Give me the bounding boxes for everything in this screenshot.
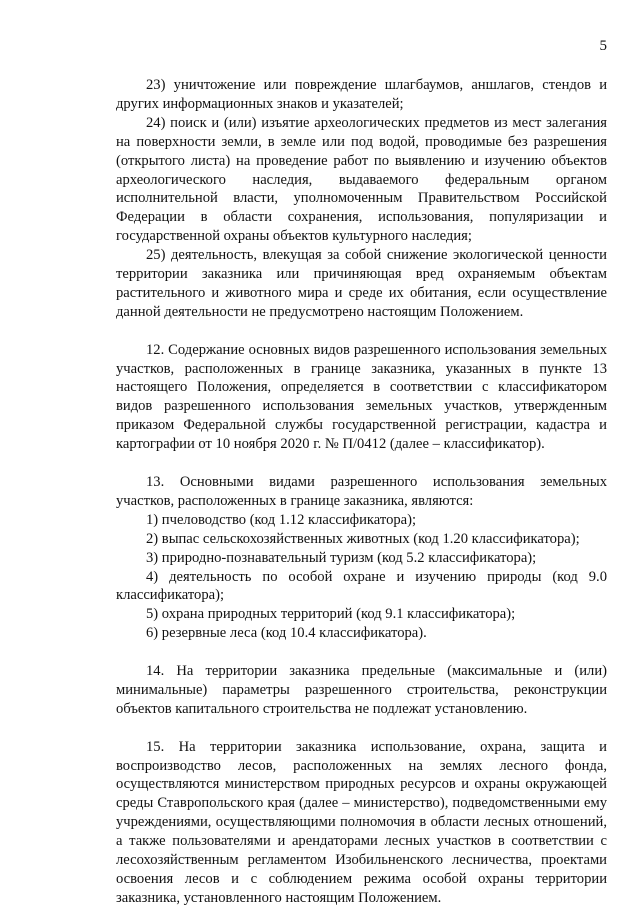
list-item-5: 5) охрана природных территорий (код 9.1 классификатора); <box>146 606 516 623</box>
list-item-6: 6) резервные леса (код 10.4 классификатора). <box>146 625 427 642</box>
list-item-1: 1) пчеловодство (код 1.12 классификатора); <box>146 511 417 528</box>
paragraph-gap <box>116 719 607 738</box>
page-number: 5 <box>599 38 607 54</box>
paragraph-gap <box>116 454 607 473</box>
paragraph-gap <box>116 322 607 341</box>
list-item-4: 4) деятельность по особой охране и изучению природы (код 9.0 классификатора); <box>116 568 607 604</box>
paragraph-clause-15: 15. На территории заказника использование, охрана, защита и воспроизводство лесов, расположенных на землях лесного фонда, осуществляются министерством природных ресурсов и охраны окружающей среды Ставропольского края (далее – министерство), подведомственными ему учреждениями, осуществляющими полномочия в области лесных отношений, а также пользователями и арендаторами лесных участков в соответствии с лесохозяйственным регламентом Изобильненского лесничества, проектами освоения лесов и с соблюдением режима особой охраны территории заказника, установленного настоящим Положением. <box>116 738 607 906</box>
paragraph-item-23: 23) уничтожение или повреждение шлагбаумов, аншлагов, стендов и других информационных знаков и указателей; <box>116 77 607 112</box>
paragraph-item-25: 25) деятельность, влекущая за собой снижение экологической ценности территории заказника или причиняющая вред охраняемым объектам растительного и животного мира и среде их обитания, если осуществление данной деятельности не предусмотрено настоящим Положением. <box>116 247 607 320</box>
paragraph-item-24: 24) поиск и (или) изъятие археологических предметов из мест залегания на поверхности земли, в земле или под водой, проводимые без разрешения (открытого листа) на проведение работ по выявлению и изучению объектов археологического наследия, выдаваемого федеральным органом исполнительной власти, уполномоченным Правительством Российской Федерации в области сохранения, использования, популяризации и государственной охраны объектов культурного наследия; <box>116 114 607 245</box>
paragraph-clause-12: 12. Содержание основных видов разрешенного использования земельных участков, расположенных в границе заказника, указанных в пункте 13 настоящего Положения, определяется в соответствии с классификатором видов разрешенного использования земельных участков, утвержденным приказом Федеральной службы государственной регистрации, кадастра и картографии от 10 ноября 2020 г. № П/0412 (далее – классификатор). <box>116 341 607 453</box>
document-body <box>116 76 607 908</box>
paragraph-clause-14: 14. На территории заказника предельные (максимальные и (или) минимальные) параметры разрешенного строительства, реконструкции объектов капитального строительства не подлежат установлению. <box>116 663 607 717</box>
paragraph-clause-13: 13. Основными видами разрешенного использования земельных участков, расположенных в границе заказника, являются: <box>116 474 607 509</box>
list-item-2: 2) выпас сельскохозяйственных животных (код 1.20 классификатора); <box>146 530 580 547</box>
list-item-3: 3) природно-познавательный туризм (код 5.2 классификатора); <box>146 549 537 566</box>
paragraph-gap <box>116 643 607 662</box>
